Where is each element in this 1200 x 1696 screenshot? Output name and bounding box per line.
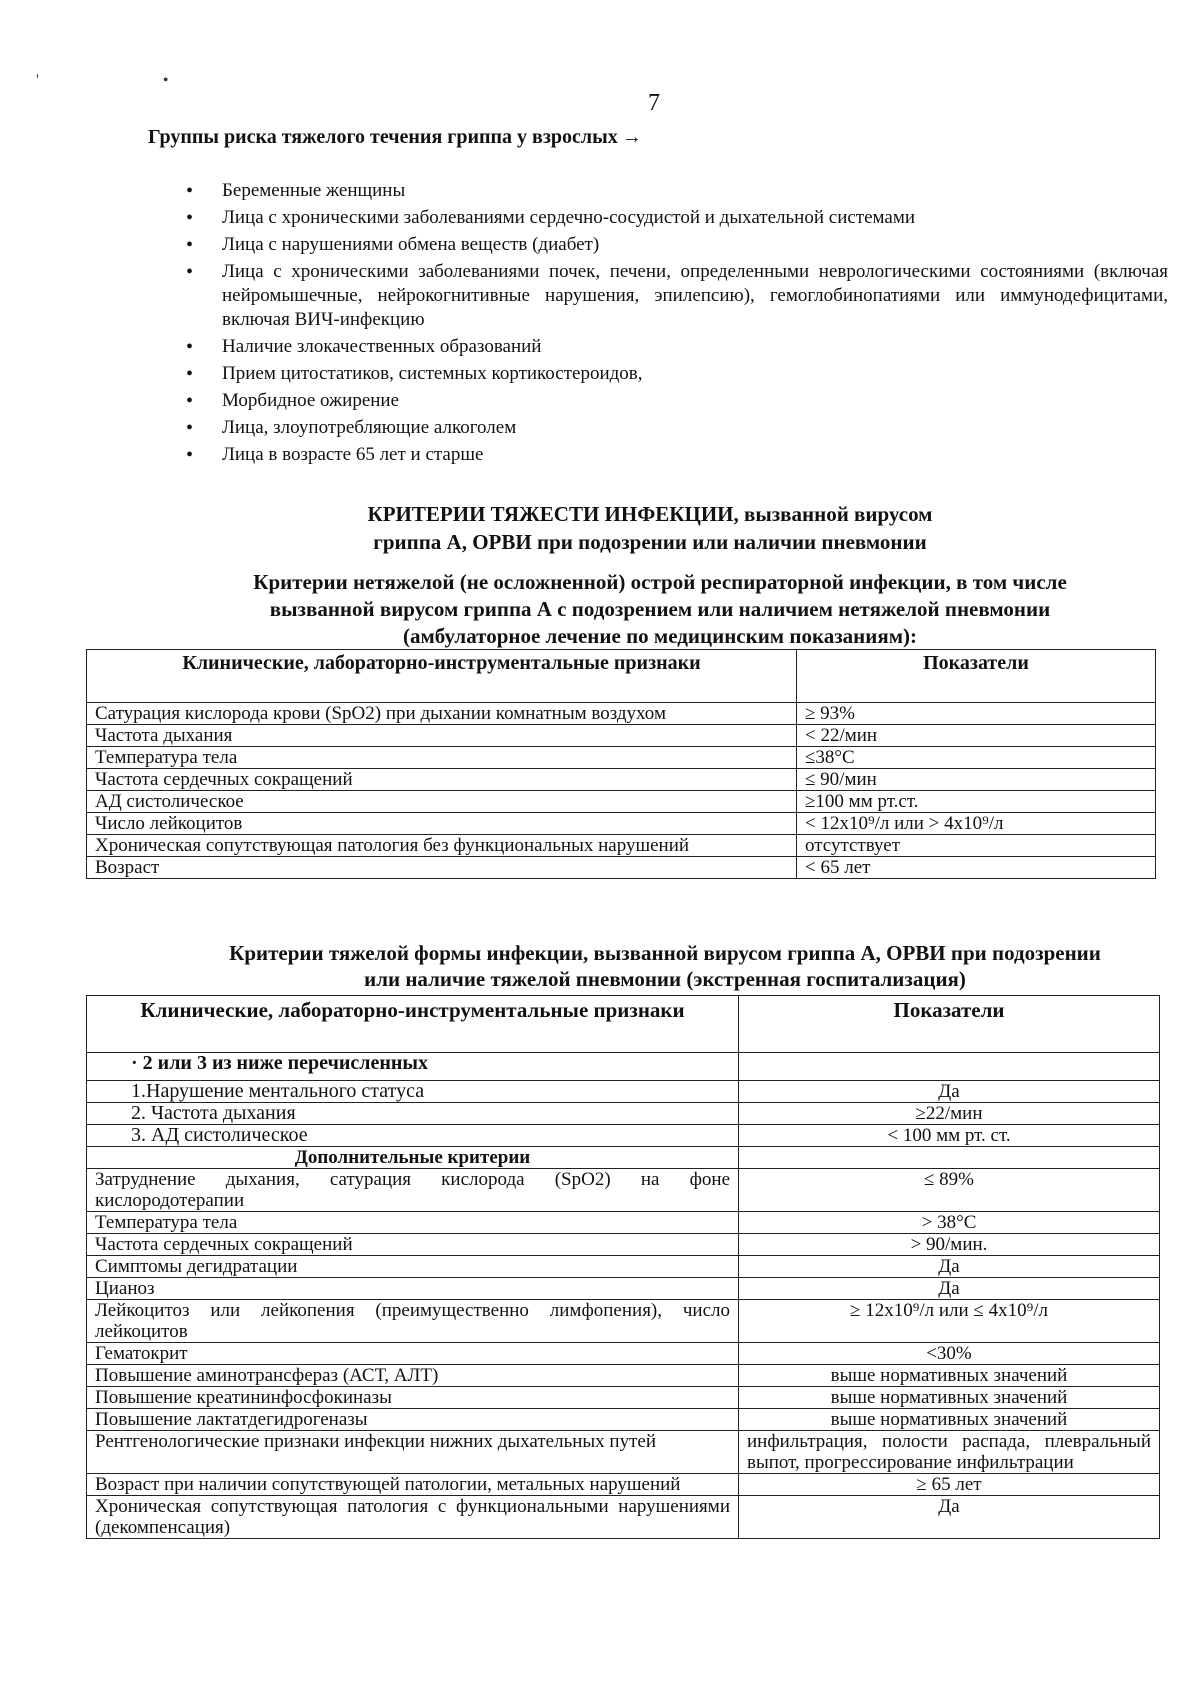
table-row — [87, 725, 1156, 747]
sign-cell: Лейкоцитоз или лейкопения (преимущественно лимфопения), число лейкоцитов — [87, 1300, 739, 1343]
table-row — [87, 1169, 1160, 1212]
value-cell: выше нормативных значений — [739, 1365, 1160, 1387]
value-cell: Да — [739, 1496, 1160, 1539]
sign-cell: Хроническая сопутствующая патология без функциональных нарушений — [87, 835, 797, 857]
table-row — [87, 747, 1156, 769]
sign-cell: Повышение лактатдегидрогеназы — [87, 1409, 739, 1431]
sign-cell: Цианоз — [87, 1278, 739, 1300]
list-item: • Лица с хроническими заболеваниями почек, печени, определенными неврологическими состояниями (включая нейромышечные, нейрокогнитивные нарушения, эпилепсию), гемоглобинопатиями или иммунодефицитами, включая ВИЧ-инфекцию — [186, 260, 1168, 332]
table-row — [87, 703, 1156, 725]
criteria-title-line: КРИТЕРИИ ТЯЖЕСТИ ИНФЕКЦИИ, вызванной вирусом — [367, 502, 933, 526]
table-row — [87, 1387, 1160, 1409]
sign-cell: Частота сердечных сокращений — [87, 769, 797, 791]
value-cell: ≥ 93% — [797, 703, 1156, 725]
sign-cell: Температура тела — [87, 747, 797, 769]
value-cell: < 100 мм рт. ст. — [739, 1125, 1160, 1147]
value-cell: < 12x10⁹/л или > 4x10⁹/л — [797, 813, 1156, 835]
list-item: • Лица с нарушениями обмена веществ (диабет) — [186, 233, 1168, 257]
table-row — [87, 1212, 1160, 1234]
value-cell: < 22/мин — [797, 725, 1156, 747]
sign-cell: 3. АД систолическое — [87, 1125, 739, 1147]
sign-cell: Повышение креатининфосфокиназы — [87, 1387, 739, 1409]
list-item: • Лица с хроническими заболеваниями сердечно-сосудистой и дыхательной системами — [186, 206, 1168, 230]
mild-title-line: (амбулаторное лечение по медицинским показаниям): — [402, 624, 918, 648]
table-row — [87, 1431, 1160, 1474]
severe-criteria-title — [120, 940, 1200, 992]
list-item: • Наличие злокачественных образований — [186, 335, 1168, 359]
column-header-sign: Клинические, лабораторно-инструментальные признаки — [87, 996, 739, 1053]
value-cell: ≤ 89% — [739, 1169, 1160, 1212]
table-row — [87, 1234, 1160, 1256]
table-row — [87, 1300, 1160, 1343]
severe-title-line: или наличие тяжелой пневмонии (экстренная госпитализация) — [364, 967, 966, 991]
risk-groups-heading-text: Группы риска тяжелого течения гриппа у взрослых — [148, 126, 618, 148]
sign-cell: Температура тела — [87, 1212, 739, 1234]
mild-criteria-title — [120, 569, 1200, 650]
criteria-title — [120, 500, 1180, 556]
severe-criteria-table — [86, 995, 1160, 1539]
risk-groups-heading — [148, 126, 642, 149]
table-row — [87, 1496, 1160, 1539]
severe-title-line: Критерии тяжелой формы инфекции, вызванной вирусом гриппа А, ОРВИ при подозрении — [229, 941, 1101, 965]
sign-cell: Частота сердечных сокращений — [87, 1234, 739, 1256]
value-cell: отсутствует — [797, 835, 1156, 857]
value-cell: выше нормативных значений — [739, 1387, 1160, 1409]
mild-criteria-table — [86, 649, 1156, 879]
value-cell: ≥100 мм рт.ст. — [797, 791, 1156, 813]
value-cell: ≤38°С — [797, 747, 1156, 769]
value-cell: Да — [739, 1081, 1160, 1103]
sign-cell: АД систолическое — [87, 791, 797, 813]
sign-cell: Частота дыхания — [87, 725, 797, 747]
value-cell: < 65 лет — [797, 857, 1156, 879]
value-cell: выше нормативных значений — [739, 1409, 1160, 1431]
table-header-row — [87, 650, 1156, 703]
sign-cell: Сатурация кислорода крови (SpO2) при дыхании комнатным воздухом — [87, 703, 797, 725]
column-header-value: Показатели — [739, 996, 1160, 1053]
mild-title-line: вызванной вирусом гриппа А с подозрением или наличием нетяжелой пневмонии — [269, 597, 1051, 621]
list-item: • Лица, злоупотребляющие алкоголем — [186, 416, 1168, 440]
value-cell: ≤ 90/мин — [797, 769, 1156, 791]
table-row — [87, 1125, 1160, 1147]
sign-cell: 2. Частота дыхания — [87, 1103, 739, 1125]
sign-cell: Симптомы дегидратации — [87, 1256, 739, 1278]
sign-cell: Число лейкоцитов — [87, 813, 797, 835]
empty-cell — [739, 1053, 1160, 1081]
sign-cell: Повышение аминотрансфераз (АСТ, АЛТ) — [87, 1365, 739, 1387]
column-header-sign: Клинические, лабораторно-инструментальные признаки — [87, 650, 797, 703]
group-heading-row — [87, 1053, 1160, 1081]
sign-cell: Хроническая сопутствующая патология с функциональными нарушениями (декомпенсация) — [87, 1496, 739, 1539]
list-item: • Беременные женщины — [186, 179, 1168, 203]
additional-criteria-heading: Дополнительные критерии — [87, 1147, 739, 1169]
empty-cell — [739, 1147, 1160, 1169]
additional-heading-row — [87, 1147, 1160, 1169]
value-cell: Да — [739, 1278, 1160, 1300]
list-item: • Прием цитостатиков, системных кортикостероидов, — [186, 362, 1168, 386]
table-row — [87, 1103, 1160, 1125]
value-cell: > 38°С — [739, 1212, 1160, 1234]
table-row — [87, 1256, 1160, 1278]
table-row — [87, 1343, 1160, 1365]
table-row — [87, 835, 1156, 857]
page-number: 7 — [648, 90, 660, 116]
value-cell: <30% — [739, 1343, 1160, 1365]
table-row — [87, 791, 1156, 813]
sign-cell: Возраст при наличии сопутствующей патологии, метальных нарушений — [87, 1474, 739, 1496]
table-row — [87, 1474, 1160, 1496]
sign-cell: Возраст — [87, 857, 797, 879]
table-row — [87, 857, 1156, 879]
value-cell: ≥22/мин — [739, 1103, 1160, 1125]
sign-cell: Рентгенологические признаки инфекции нижних дыхательных путей — [87, 1431, 739, 1474]
arrow-right-icon: → — [621, 126, 642, 148]
mild-title-line: Критерии нетяжелой (не осложненной) острой респираторной инфекции, в том числе — [253, 570, 1067, 594]
criteria-title-line: гриппа А, ОРВИ при подозрении или наличии пневмонии — [373, 530, 927, 554]
value-cell: инфильтрация, полости распада, плевральный выпот, прогрессирование инфильтрации — [739, 1431, 1160, 1474]
value-cell: ≥ 65 лет — [739, 1474, 1160, 1496]
sign-cell: Затруднение дыхания, сатурация кислорода (SpO2) на фоне кислородотерапии — [87, 1169, 739, 1212]
table-row — [87, 1409, 1160, 1431]
column-header-value: Показатели — [797, 650, 1156, 703]
scan-marks: ' • — [36, 72, 229, 89]
sign-cell: Гематокрит — [87, 1343, 739, 1365]
group-heading: · 2 или 3 из ниже перечисленных — [87, 1053, 739, 1081]
value-cell: > 90/мин. — [739, 1234, 1160, 1256]
value-cell: Да — [739, 1256, 1160, 1278]
table-row — [87, 1365, 1160, 1387]
table-header-row — [87, 996, 1160, 1053]
sign-cell: 1.Нарушение ментального статуса — [87, 1081, 739, 1103]
table-row — [87, 1081, 1160, 1103]
value-cell: ≥ 12x10⁹/л или ≤ 4x10⁹/л — [739, 1300, 1160, 1343]
list-item: • Морбидное ожирение — [186, 389, 1168, 413]
table-row — [87, 769, 1156, 791]
risk-groups-list — [186, 179, 1168, 470]
table-row — [87, 813, 1156, 835]
table-row — [87, 1278, 1160, 1300]
list-item: • Лица в возрасте 65 лет и старше — [186, 443, 1168, 467]
